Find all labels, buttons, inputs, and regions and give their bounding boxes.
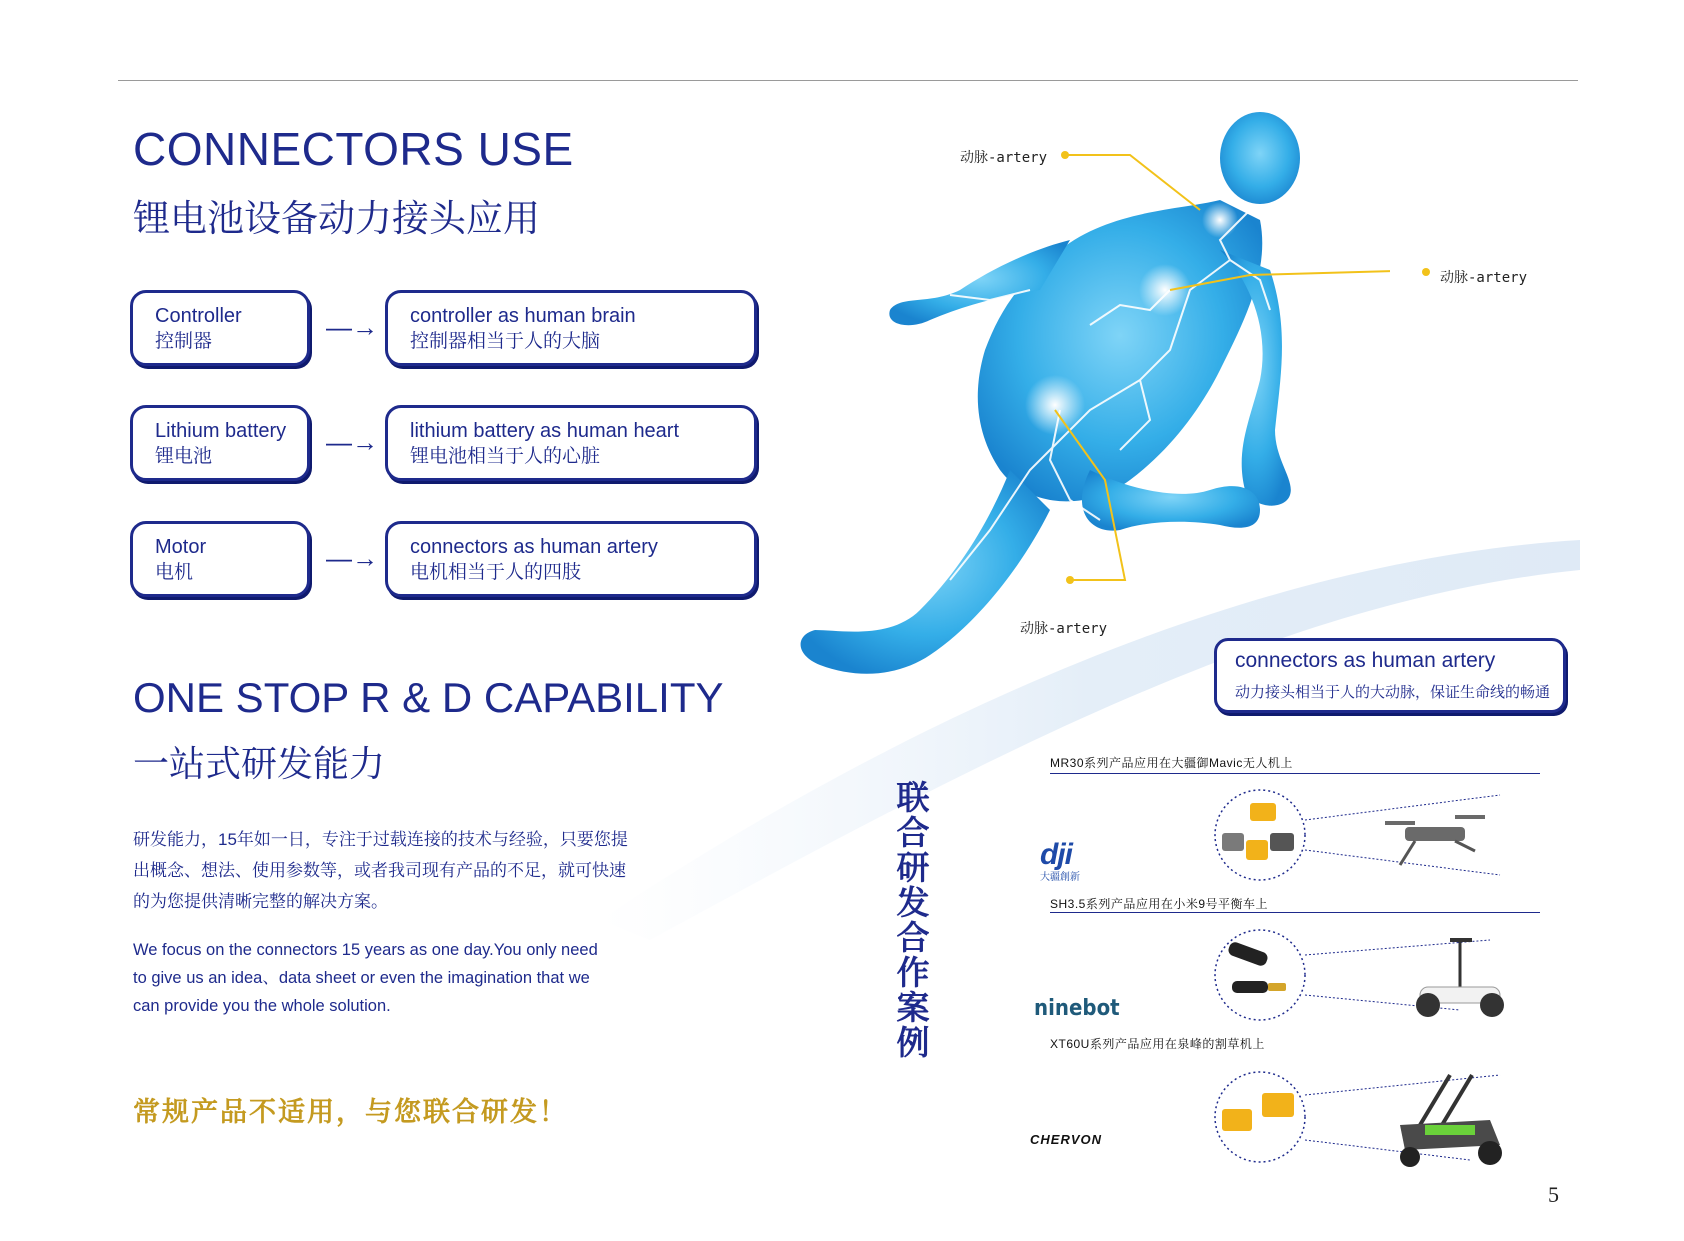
artery-label-top: 动脉-artery: [960, 150, 1048, 166]
heart-label: lithium battery as human heart: [410, 420, 680, 442]
slogan: 常规产品不适用，与您联合研发！: [133, 1097, 568, 1127]
dji-logo: [1040, 838, 1080, 883]
title-connectors-use-cn: 锂电池设备动力接头应用: [133, 198, 540, 239]
artery-label-cn: 电机相当于人的四肢: [410, 562, 582, 583]
artery-label-bottom: 动脉-artery: [1020, 621, 1108, 637]
motor-label: Motor: [155, 536, 207, 558]
arrow-right-icon: —→: [326, 543, 378, 573]
callout-subtitle: 动力接头相当于人的大动脉，保证生命线的畅通: [1235, 684, 1551, 701]
title-one-stop: ONE STOP R & D CAPABILITY: [133, 674, 724, 721]
case-title-dji: MR30系列产品应用在大疆御Mavic无人机上: [1050, 756, 1293, 770]
page-number: 5: [1548, 1182, 1559, 1207]
chervon-logo: CHERVON: [1030, 1132, 1103, 1147]
dji-logo-sub: 大疆創新: [1040, 872, 1080, 883]
controller-box: [130, 290, 310, 366]
arrow-right-icon: —→: [326, 427, 378, 457]
callout-title: connectors as human artery: [1235, 649, 1496, 672]
balance-scooter-case-illustration: [1210, 925, 1510, 1030]
battery-box: [130, 405, 310, 481]
brain-label: controller as human brain: [410, 305, 636, 327]
motor-label-cn: 电机: [155, 562, 194, 583]
controller-label: Controller: [155, 305, 242, 327]
artery-label: connectors as human artery: [410, 536, 658, 558]
dji-logo-mark: dji: [1040, 838, 1072, 871]
top-rule: [118, 80, 1578, 81]
drone-case-illustration: [1210, 785, 1510, 890]
title-one-stop-cn: 一站式研发能力: [133, 743, 386, 784]
artery-box: [385, 521, 757, 597]
artery-dot: [1420, 266, 1432, 278]
ninebot-logo: ninebot: [1034, 996, 1120, 1021]
case-title-ninebot: SH3.5系列产品应用在小米9号平衡车上: [1050, 897, 1269, 911]
heart-box: [385, 405, 757, 481]
brain-label-cn: 控制器相当于人的大脑: [410, 331, 601, 352]
case-title-chervon: XT60U系列产品应用在泉峰的割草机上: [1050, 1037, 1265, 1051]
rd-paragraph-en: We focus on the connectors 15 years as one day.You only need to give us an idea、data sheet or even the imagination that we can provide you the whole solution.: [133, 941, 598, 1015]
battery-label: Lithium battery: [155, 420, 287, 442]
lawn-mower-case-illustration: [1210, 1065, 1510, 1175]
arrow-right-icon: —→: [326, 312, 378, 342]
heart-label-cn: 锂电池相当于人的心脏: [410, 446, 601, 467]
cases-heading: 联合研发合作案例: [896, 779, 930, 1061]
battery-label-cn: 锂电池: [155, 446, 213, 467]
controller-label-cn: 控制器: [155, 331, 213, 352]
artery-label-right: 动脉-artery: [1440, 270, 1528, 286]
motor-box: [130, 521, 310, 597]
brain-box: [385, 290, 757, 366]
case-rule: [1050, 912, 1540, 913]
title-connectors-use: CONNECTORS USE: [133, 123, 574, 175]
artery-callout: [1214, 638, 1566, 713]
rd-paragraph-cn: 研发能力，15年如一日，专注于过载连接的技术与经验，只要您提出概念、想法、使用参数等，或者我司现有产品的不足，就可快速的为您提供清晰完整的解决方案。: [133, 830, 628, 911]
case-rule: [1050, 773, 1540, 774]
